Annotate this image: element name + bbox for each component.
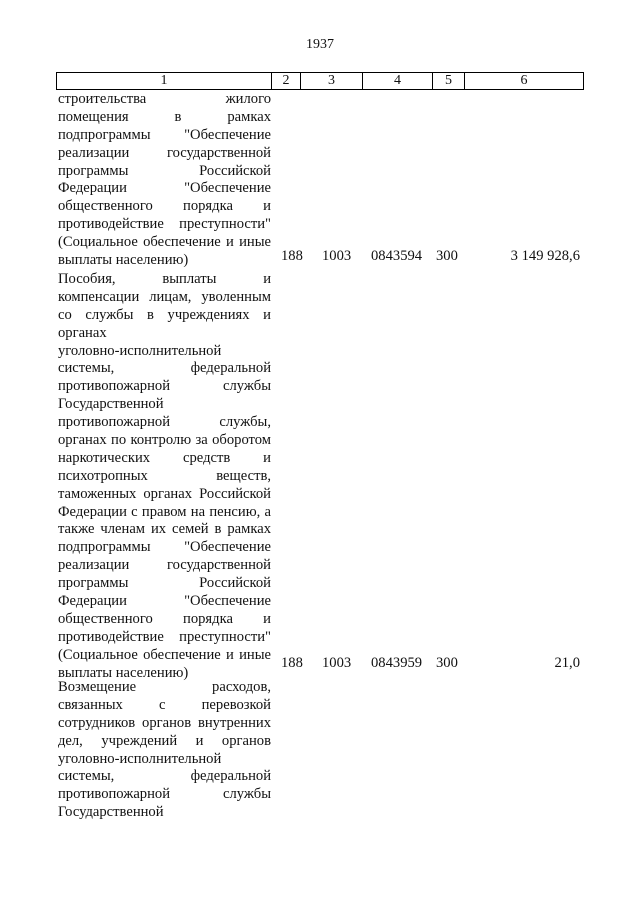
column-header-4: 4	[362, 72, 433, 90]
row-2-description	[58, 271, 271, 682]
description-line: наркотических средств и	[58, 449, 271, 466]
description-line: (Социальное обеспечение и иные	[58, 646, 271, 663]
row-1-col4: 0843594	[371, 248, 423, 264]
description-line: противопожарной службы	[58, 378, 271, 395]
description-line: уголовно-исполнительной	[58, 342, 222, 359]
row-2-col3: 1003	[322, 655, 352, 671]
description-line: противодействие преступности"	[58, 216, 271, 233]
description-line: реализации государственной	[58, 557, 271, 574]
column-header-1: 1	[56, 72, 272, 90]
description-line: дел, учреждений и органов	[58, 732, 271, 749]
description-line: системы, федеральной	[58, 360, 271, 377]
description-line: Государственной	[58, 396, 164, 413]
description-line: реализации государственной	[58, 144, 271, 161]
row-2-col2: 188	[281, 655, 303, 671]
description-line: системы, федеральной	[58, 768, 271, 785]
description-line: (Социальное обеспечение и иные	[58, 234, 271, 251]
page-number: 1937	[306, 37, 334, 52]
description-line: Федерации "Обеспечение	[58, 593, 271, 610]
description-line: противодействие преступности"	[58, 628, 271, 645]
description-line: противопожарной службы,	[58, 414, 271, 431]
description-line: Возмещение расходов,	[58, 679, 271, 695]
description-line: таможенных органах Российской	[58, 485, 271, 502]
column-header-6: 6	[464, 72, 584, 90]
description-line: также членам их семей в рамках	[58, 521, 271, 538]
description-line: выплаты населению)	[58, 252, 189, 269]
description-line: подпрограммы "Обеспечение	[58, 539, 271, 556]
description-line: помещения в рамках	[58, 108, 271, 125]
row-1-col2: 188	[281, 248, 303, 264]
description-line: Федерации с правом на пенсию, а	[58, 503, 271, 520]
column-header-2: 2	[271, 72, 301, 90]
column-header-3: 3	[300, 72, 363, 90]
row-3-description	[58, 679, 271, 822]
row-1-col5: 300	[436, 248, 458, 264]
row-2-col5: 300	[436, 655, 458, 671]
row-2-col4: 0843959	[371, 655, 423, 671]
description-line: Государственной	[58, 804, 164, 821]
description-line: органах	[58, 324, 107, 341]
description-line: со службы в учреждениях и	[58, 306, 271, 323]
description-line: органах по контролю за оборотом	[58, 432, 271, 449]
column-header-5: 5	[432, 72, 465, 90]
description-line: общественного порядка и	[58, 610, 271, 627]
description-line: общественного порядка и	[58, 198, 271, 215]
description-line: Федерации "Обеспечение	[58, 180, 271, 197]
description-line: связанных с перевозкой	[58, 696, 271, 713]
row-2-col6: 21,0	[554, 655, 580, 671]
description-line: Пособия, выплаты и	[58, 271, 271, 287]
description-line: уголовно-исполнительной	[58, 750, 222, 767]
description-line: строительства жилого	[58, 91, 271, 107]
description-line: сотрудников органов внутренних	[58, 714, 271, 731]
row-1-description	[58, 91, 271, 270]
description-line: компенсации лицам, уволенным	[58, 288, 271, 305]
description-line: выплаты населению)	[58, 664, 189, 681]
description-line: подпрограммы "Обеспечение	[58, 126, 271, 143]
table-header-row	[56, 72, 584, 90]
row-1-col6: 3 149 928,6	[510, 248, 580, 264]
description-line: программы Российской	[58, 162, 271, 179]
description-line: психотропных веществ,	[58, 467, 271, 484]
description-line: противопожарной службы	[58, 786, 271, 803]
description-line: программы Российской	[58, 575, 271, 592]
row-1-col3: 1003	[322, 248, 352, 264]
